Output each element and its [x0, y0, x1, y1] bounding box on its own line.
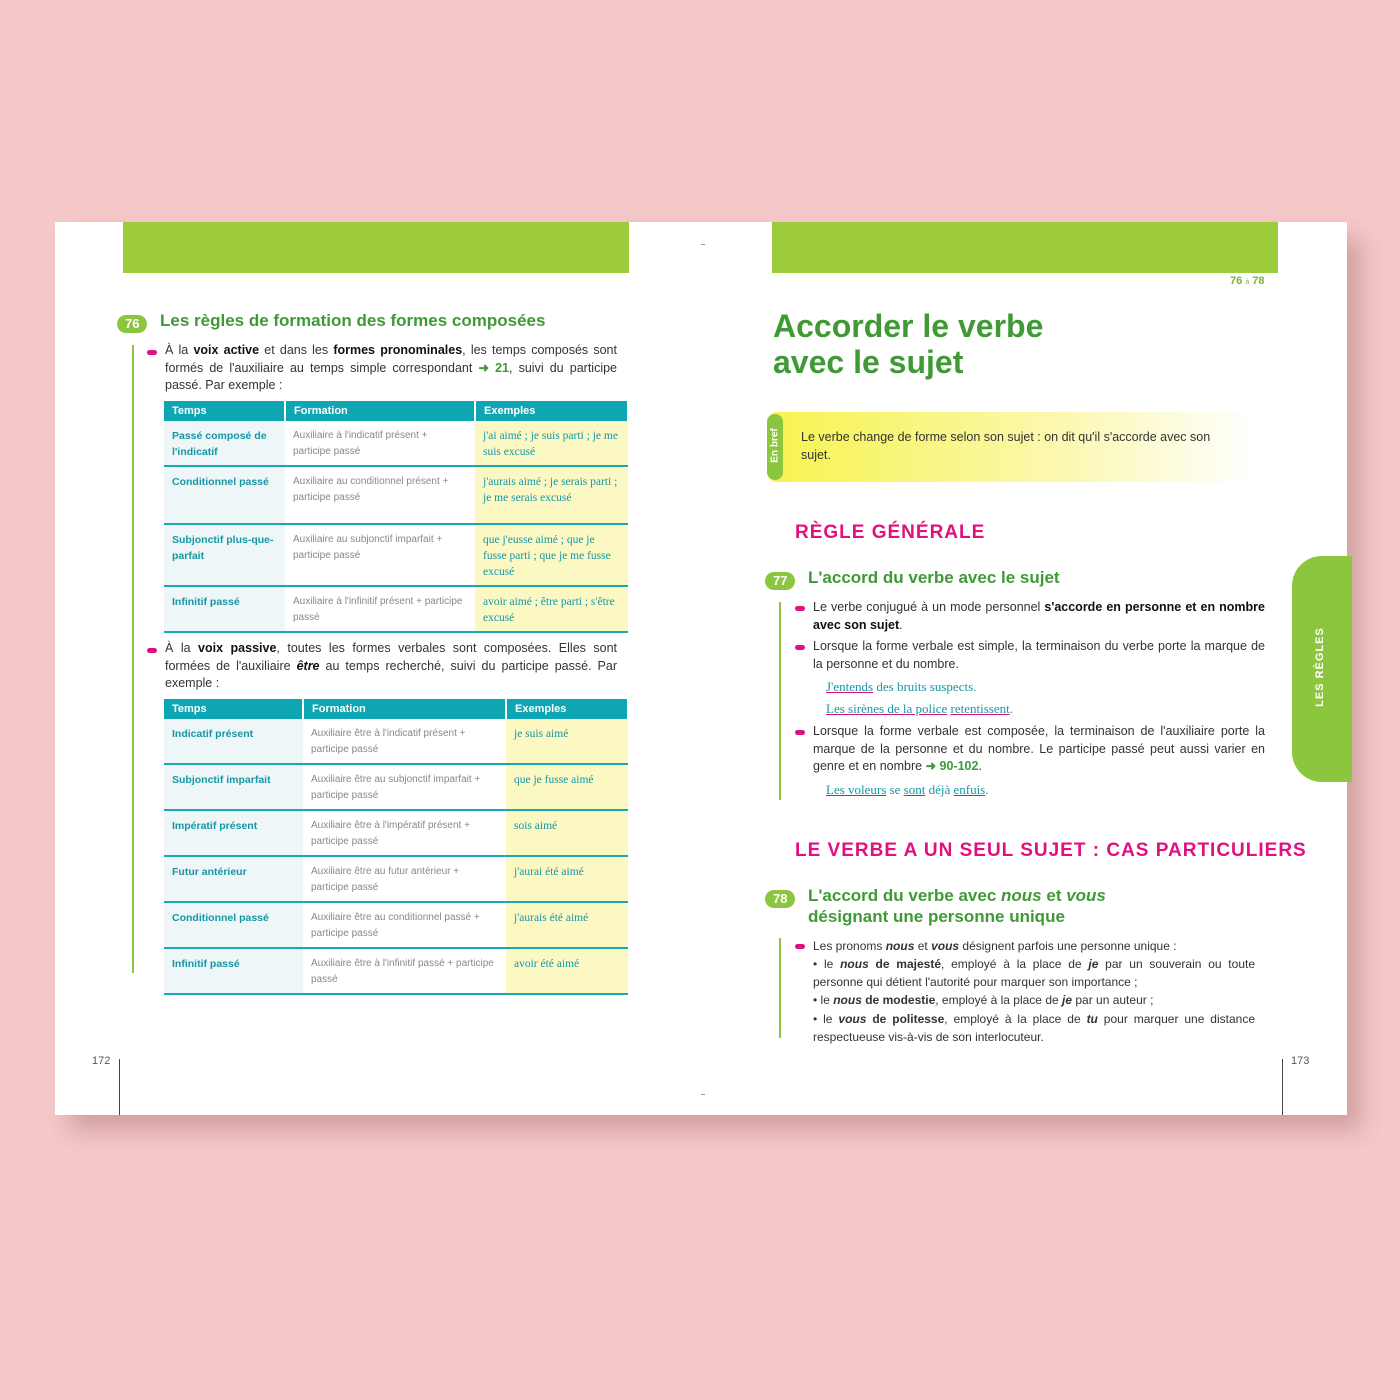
formation-cell: Auxiliaire au conditionnel présent + participe passé	[285, 466, 475, 524]
section-rule	[132, 345, 134, 973]
exemples-cell: je suis aimé	[506, 719, 628, 764]
exemples-cell: j'aurai été aimé	[506, 856, 628, 902]
table-formes-composees-passive	[164, 699, 629, 995]
formation-cell: Auxiliaire être au subjonctif imparfait + participe passé	[303, 764, 506, 810]
temps-cell: Conditionnel passé	[164, 466, 285, 524]
column-header: Formation	[303, 699, 506, 719]
rule-paragraph: Lorsque la forme verbale est composée, la terminaison de l'auxiliaire porte la marque de la personne et du nombre. Le participe passé peut aussi varier en genre et en nombre ➜ 90-102.	[813, 724, 1265, 773]
exemples-cell: j'aurais aimé ; je serais parti ; je me serais excusé	[475, 466, 628, 524]
chapter-title: Accorder le verbe avec le sujet	[773, 308, 1044, 380]
table-row	[164, 810, 628, 856]
temps-cell: Infinitif passé	[164, 586, 285, 632]
exemples-cell: avoir été aimé	[506, 948, 628, 994]
fold-mark	[701, 1094, 705, 1095]
page-number-rule	[119, 1059, 120, 1115]
rule-paragraph: Le verbe conjugué à un mode personnel s'accorde en personne et en nombre avec son sujet.	[813, 600, 1265, 632]
section-title: L'accord du verbe avec le sujet	[808, 568, 1060, 587]
table-row	[164, 948, 628, 994]
page-number-right: 173	[1291, 1055, 1310, 1067]
list-item: • le nous de modestie, employé à la place de je par un auteur ;	[813, 993, 1154, 1007]
table-formes-composees-active	[164, 401, 629, 633]
exemples-cell: j'aurais été aimé	[506, 902, 628, 948]
exemples-cell: que je fusse aimé	[506, 764, 628, 810]
exemples-cell: avoir aimé ; être parti ; s'être excusé	[475, 586, 628, 632]
fold-mark	[701, 244, 705, 245]
side-tab-les-regles: LES RÈGLES	[1292, 556, 1352, 782]
page-number-left: 172	[92, 1055, 111, 1067]
en-bref-text: Le verbe change de forme selon son sujet : on dit qu'il s'accorde avec son sujet.	[801, 430, 1211, 462]
temps-cell: Conditionnel passé	[164, 902, 303, 948]
bullet-marker	[795, 944, 805, 949]
rule-paragraph: Les pronoms nous et vous désignent parfois une personne unique :	[813, 939, 1177, 953]
page-number-rule	[1282, 1059, 1283, 1115]
exemples-cell: j'ai aimé ; je suis parti ; je me suis excusé	[475, 421, 628, 466]
column-header: Temps	[164, 401, 285, 421]
section-range: 76 à 78	[1230, 275, 1265, 287]
exemples-cell: que j'eusse aimé ; que je fusse parti ; que je me fusse excusé	[475, 524, 628, 586]
section-title: Les règles de formation des formes composées	[160, 311, 546, 330]
bullet-marker	[147, 648, 157, 653]
formation-cell: Auxiliaire à l'infinitif présent + participe passé	[285, 586, 475, 632]
formation-cell: Auxiliaire être à l'infinitif passé + participe passé	[303, 948, 506, 994]
section-rule	[779, 602, 781, 800]
temps-cell: Subjonctif plus-que-parfait	[164, 524, 285, 586]
bullet-marker	[795, 606, 805, 611]
paragraph-voix-active: À la voix active et dans les formes pronominales, les temps composés sont formés de l'auxiliaire au temps simple correspondant ➜ 21, suivi du participe passé. Par exemple :	[165, 343, 617, 392]
table-row	[164, 719, 628, 764]
bullet-marker	[795, 645, 805, 650]
temps-cell: Futur antérieur	[164, 856, 303, 902]
table-row	[164, 466, 628, 524]
section-number-badge: 76	[117, 315, 147, 333]
book-spread	[55, 222, 1347, 1115]
temps-cell: Indicatif présent	[164, 719, 303, 764]
section-rule	[779, 938, 781, 1038]
heading-regle-generale: RÈGLE GÉNÉRALE	[795, 522, 986, 543]
bullet-marker	[795, 730, 805, 735]
table-row	[164, 902, 628, 948]
list-item: • le vous de politesse, employé à la place de tu pour marquer une distance respectueuse vis-à-vis de son interlocuteur.	[813, 1012, 1255, 1044]
example-sentence: Les voleurs se sont déjà enfuis.	[826, 782, 989, 797]
left-header-band	[123, 222, 629, 273]
column-header: Formation	[285, 401, 475, 421]
temps-cell: Infinitif passé	[164, 948, 303, 994]
column-header: Exemples	[506, 699, 628, 719]
bullet-marker	[147, 350, 157, 355]
table-row	[164, 764, 628, 810]
section-number-badge: 77	[765, 572, 795, 590]
example-sentence: J'entends des bruits suspects.	[826, 679, 977, 694]
temps-cell: Passé composé de l'indicatif	[164, 421, 285, 466]
formation-cell: Auxiliaire être à l'indicatif présent + participe passé	[303, 719, 506, 764]
temps-cell: Subjonctif imparfait	[164, 764, 303, 810]
table-row	[164, 856, 628, 902]
temps-cell: Impératif présent	[164, 810, 303, 856]
column-header: Exemples	[475, 401, 628, 421]
section-title: L'accord du verbe avec nous et vous désignant une personne unique	[808, 886, 1106, 926]
formation-cell: Auxiliaire à l'indicatif présent + participe passé	[285, 421, 475, 466]
table-row	[164, 421, 628, 466]
list-item: • le nous de majesté, employé à la place de je par un souverain ou toute personne qui détient l'autorité pour marquer son importance ;	[813, 957, 1255, 989]
section-number-badge: 78	[765, 890, 795, 908]
formation-cell: Auxiliaire au subjonctif imparfait + participe passé	[285, 524, 475, 586]
formation-cell: Auxiliaire être au conditionnel passé + participe passé	[303, 902, 506, 948]
column-header: Temps	[164, 699, 303, 719]
en-bref-tab: En bref	[767, 414, 783, 480]
formation-cell: Auxiliaire être à l'impératif présent + participe passé	[303, 810, 506, 856]
exemples-cell: sois aimé	[506, 810, 628, 856]
table-row	[164, 586, 628, 632]
paragraph-voix-passive: À la voix passive, toutes les formes verbales sont composées. Elles sont formées de l'auxiliaire être au temps recherché, suivi du participe passé. Par exemple :	[165, 641, 618, 690]
formation-cell: Auxiliaire être au futur antérieur + participe passé	[303, 856, 506, 902]
rule-paragraph: Lorsque la forme verbale est simple, la terminaison du verbe porte la marque de la personne et du nombre.	[813, 639, 1265, 671]
example-sentence: Les sirènes de la police retentissent.	[826, 701, 1014, 716]
right-header-band	[772, 222, 1278, 273]
table-row	[164, 524, 628, 586]
heading-cas-particuliers: LE VERBE A UN SEUL SUJET : CAS PARTICULIERS	[795, 840, 1307, 861]
